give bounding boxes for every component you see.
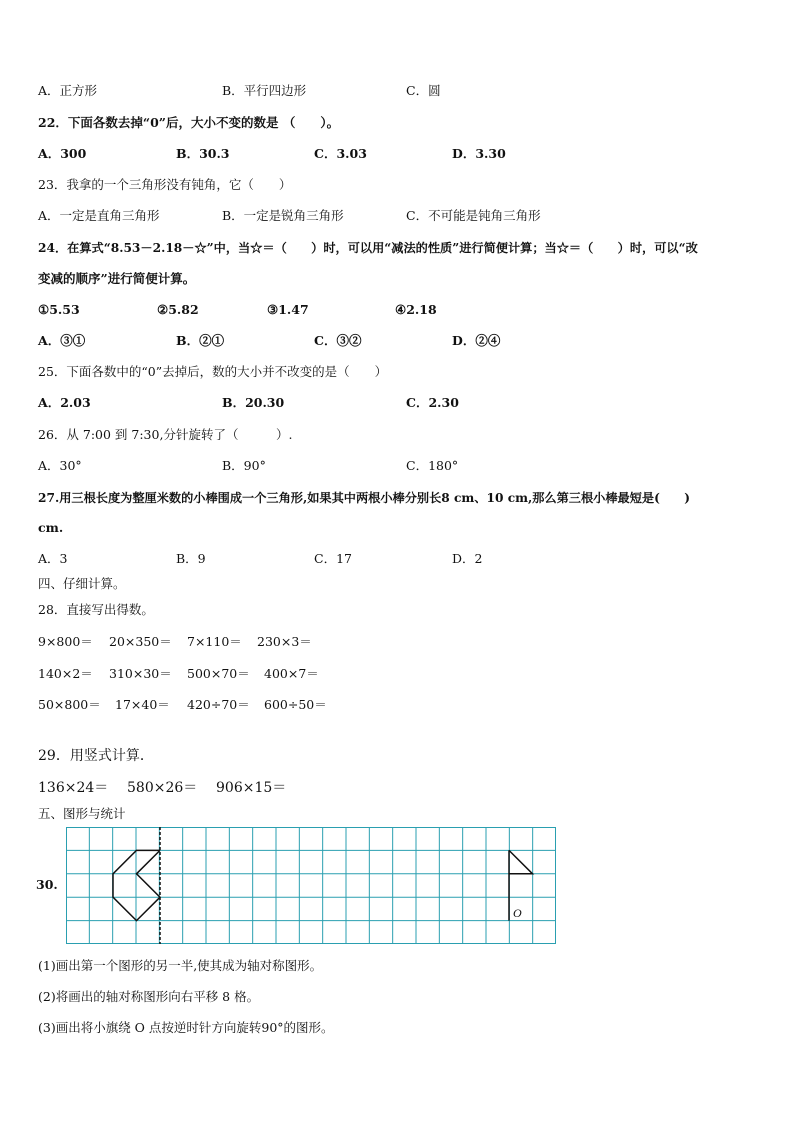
q30-grid-svg <box>66 827 556 944</box>
q24-choice-1: ①5.53 <box>38 302 80 317</box>
q24-option-b: B．②① <box>176 333 225 348</box>
q22-option-d: D．3.30 <box>452 146 506 161</box>
q28-cell: 9×800＝ <box>38 634 93 649</box>
q28-cell: 310×30＝ <box>109 666 172 681</box>
q23-option-c: C．不可能是钝角三角形 <box>406 208 541 223</box>
point-o-label: O <box>513 906 522 920</box>
q26-option-b: B．90° <box>222 458 266 473</box>
q24-choice-3: ③1.47 <box>267 302 309 317</box>
q27-option-d: D．2 <box>452 551 483 566</box>
q29-item: 580×26＝ <box>127 780 198 796</box>
q30-number: 30. <box>36 877 58 892</box>
q28-cell: 50×800＝ <box>38 697 101 712</box>
section4-title: 四、仔细计算。 <box>38 576 126 591</box>
q28-cell: 600÷50＝ <box>264 697 327 712</box>
q27-stem-line1: 27.用三根长度为整厘米数的小棒围成一个三角形,如果其中两根小棒分别长8 cm、10 cm,那么第三根小棒最短是( ) <box>38 491 691 505</box>
q30-grid <box>66 827 556 944</box>
grid-lines <box>66 827 556 944</box>
q30-sub-3: (3)画出将小旗绕 O 点按逆时针方向旋转90°的图形。 <box>38 1020 334 1035</box>
q24-option-d: D．②④ <box>452 333 501 348</box>
q27-stem-line2: cm. <box>38 520 64 535</box>
q28-cell: 20×350＝ <box>109 634 172 649</box>
q29-stem: 29．用竖式计算． <box>38 748 154 764</box>
q24-stem-line2: 变减的顺序”进行简便计算。 <box>38 271 196 286</box>
q25-option-a: A．2.03 <box>38 395 91 410</box>
q28-cell: 17×40＝ <box>115 697 170 712</box>
q25-stem: 25．下面各数中的“0”去掉后，数的大小并不改变的是（ ） <box>38 364 388 379</box>
q29-item: 906×15＝ <box>216 780 287 796</box>
q24-choice-4: ④2.18 <box>395 302 437 317</box>
q21-option-a: A．正方形 <box>38 83 98 98</box>
q24-option-a: A．③① <box>38 333 86 348</box>
q28-stem: 28．直接写出得数。 <box>38 602 154 617</box>
q22-option-b: B．30.3 <box>176 146 230 161</box>
q22-option-c: C．3.03 <box>314 146 367 161</box>
q28-cell: 400×7＝ <box>264 666 319 681</box>
q23-option-b: B．一定是锐角三角形 <box>222 208 344 223</box>
q22-stem: 22．下面各数去掉“0”后，大小不变的数是 （ ）。 <box>38 115 340 130</box>
q29-item: 136×24＝ <box>38 780 109 796</box>
q28-cell: 7×110＝ <box>187 634 242 649</box>
q28-cell: 230×3＝ <box>257 634 312 649</box>
q26-option-a: A．30° <box>38 458 82 473</box>
q24-stem-line1: 24．在算式“8.53－2.18－☆”中，当☆＝（ ）时，可以用“减法的性质”进行简便计算；当☆＝（ ）时，可以“改 <box>38 241 698 255</box>
q30-sub-1: (1)画出第一个图形的另一半,使其成为轴对称图形。 <box>38 958 323 973</box>
q21-option-c: C．圆 <box>406 83 441 98</box>
q26-stem: 26．从 7:00 到 7:30,分针旋转了（ ）. <box>38 427 293 442</box>
q24-option-c: C．③② <box>314 333 362 348</box>
q25-option-b: B．20.30 <box>222 395 285 410</box>
q28-cell: 140×2＝ <box>38 666 93 681</box>
q21-option-b: B．平行四边形 <box>222 83 307 98</box>
q22-option-a: A．300 <box>38 146 87 161</box>
q23-option-a: A．一定是直角三角形 <box>38 208 160 223</box>
q23-stem: 23．我拿的一个三角形没有钝角，它（ ） <box>38 177 292 192</box>
q27-option-c: C．17 <box>314 551 352 566</box>
q27-option-b: B．9 <box>176 551 206 566</box>
flag-triangle <box>509 850 533 873</box>
section5-title: 五、图形与统计 <box>38 806 126 821</box>
q30-sub-2: (2)将画出的轴对称图形向右平移 8 格。 <box>38 989 260 1004</box>
q25-option-c: C．2.30 <box>406 395 459 410</box>
q28-cell: 500×70＝ <box>187 666 250 681</box>
q26-option-c: C．180° <box>406 458 459 473</box>
q28-cell: 420÷70＝ <box>187 697 250 712</box>
q24-choice-2: ②5.82 <box>157 302 199 317</box>
q27-option-a: A．3 <box>38 551 68 566</box>
